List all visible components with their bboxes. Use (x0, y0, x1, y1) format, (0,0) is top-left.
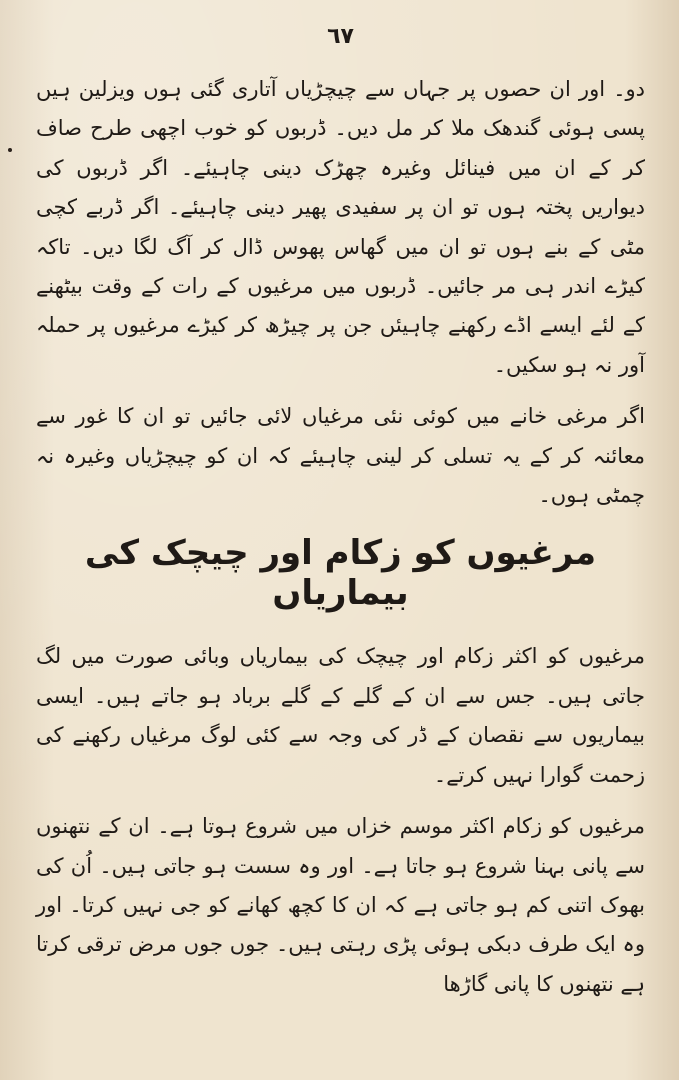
paragraph-cold-symptoms: مرغیوں کو زکام اکثر موسم خزاں میں شروع ہوتا ہے۔ ان کے نتھنوں سے پانی بہنا شروع ہو جاتا ہے۔ اور وہ سست ہو جاتی ہیں۔ اُن کی بھوک اتنی کم ہو جاتی ہے کہ ان کا کچھ کھانے کو جی نہیں کرتا۔ اور وہ ایک طرف دبکی ہوئی پڑی رہتی ہیں۔ جوں جوں مرض ترقی کرتا ہے نتھنوں کا پانی گاڑھا (36, 814, 645, 996)
margin-ink-dot (8, 148, 12, 152)
paragraph-gap (36, 385, 645, 397)
paragraph-new-hens-inspection: اگر مرغی خانے میں کوئی نئی مرغیاں لائی جائیں تو ان کا غور سے معائنہ کر کے یہ تسلی کر لینی چاہیئے کہ ان کو چیچڑیاں وغیرہ نہ چمٹی ہوں۔ (36, 404, 645, 508)
section-heading: مرغیوں کو زکام اور چیچک کی بیماریاں (84, 533, 597, 614)
paragraph-gap (36, 795, 645, 807)
paragraph-parasite-treatment: دو۔ اور ان حصوں پر جہاں سے چیچڑیاں آتاری گئی ہوں ویزلین ہیں پسی ہوئی گندھک ملا کر مل دیں۔ ڈربوں کو خوب اچھی طرح صاف کر کے ان میں فینائل وغیرہ چھڑک دینی چاہیئے۔ اگر ڈربوں کی دیواریں پختہ ہوں تو ان پر سفیدی پھیر دینی چاہیئے۔ اگر ڈربے کچی مٹی کے بنے ہوں تو ان میں گھاس پھوس ڈال کر آگ لگا دیں۔ تاکہ کیڑے اندر ہی مر جائیں۔ ڈربوں میں مرغیوں کے رات کے وقت بیٹھنے کے لئے ایسے اڈے رکھنے چاہیئں جن پر چیڑھ کر کیڑے مرغیوں پر حملہ آور نہ ہو سکیں۔ (36, 77, 645, 377)
page-number: ٦٧ (327, 24, 354, 49)
paragraph-disease-intro: مرغیوں کو اکثر زکام اور چیچک کی بیماریاں وبائی صورت میں لگ جاتی ہیں۔ جس سے ان کے گلے کے گلے برباد ہو جاتے ہیں۔ ایسی بیماریوں سے نقصان کے ڈر کی وجہ سے کئی لوگ مرغیاں رکھنے کی زحمت گوارا نہیں کرتے۔ (36, 644, 645, 787)
